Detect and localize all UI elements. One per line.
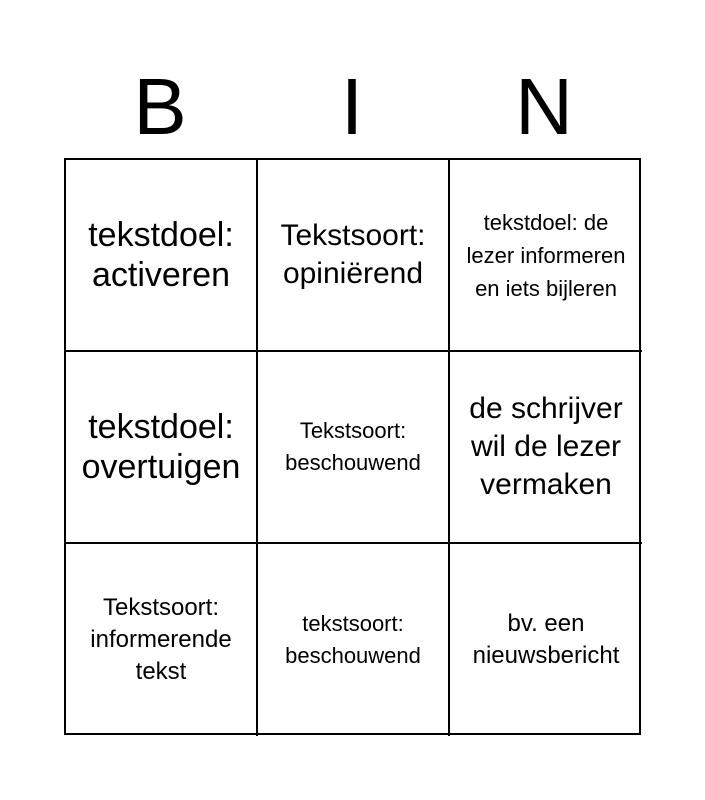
bingo-cell-r2c1[interactable]: tekstdoel: overtuigen (66, 352, 258, 544)
bingo-header (64, 62, 641, 152)
bingo-cell-r1c3[interactable]: tekstdoel: de lezer informeren en iets bijleren (450, 160, 642, 352)
bingo-cell-r3c1[interactable]: Tekstsoort: informerende tekst (66, 544, 258, 736)
bingo-grid (64, 158, 641, 735)
bingo-cell-r2c2[interactable]: Tekstsoort: beschouwend (258, 352, 450, 544)
bingo-cell-r3c2[interactable]: tekstsoort: beschouwend (258, 544, 450, 736)
bingo-cell-r1c1[interactable]: tekstdoel: activeren (66, 160, 258, 352)
bingo-cell-r2c3[interactable]: de schrijver wil de lezer vermaken (450, 352, 642, 544)
bingo-cell-r3c3[interactable]: bv. een nieuwsbericht (472, 610, 620, 669)
bingo-cell-r1c2[interactable]: Tekstsoort: opiniërend (258, 160, 450, 352)
header-letter-n: N (515, 62, 573, 151)
header-letter-i: I (340, 62, 364, 151)
header-letter-b: B (133, 62, 187, 151)
